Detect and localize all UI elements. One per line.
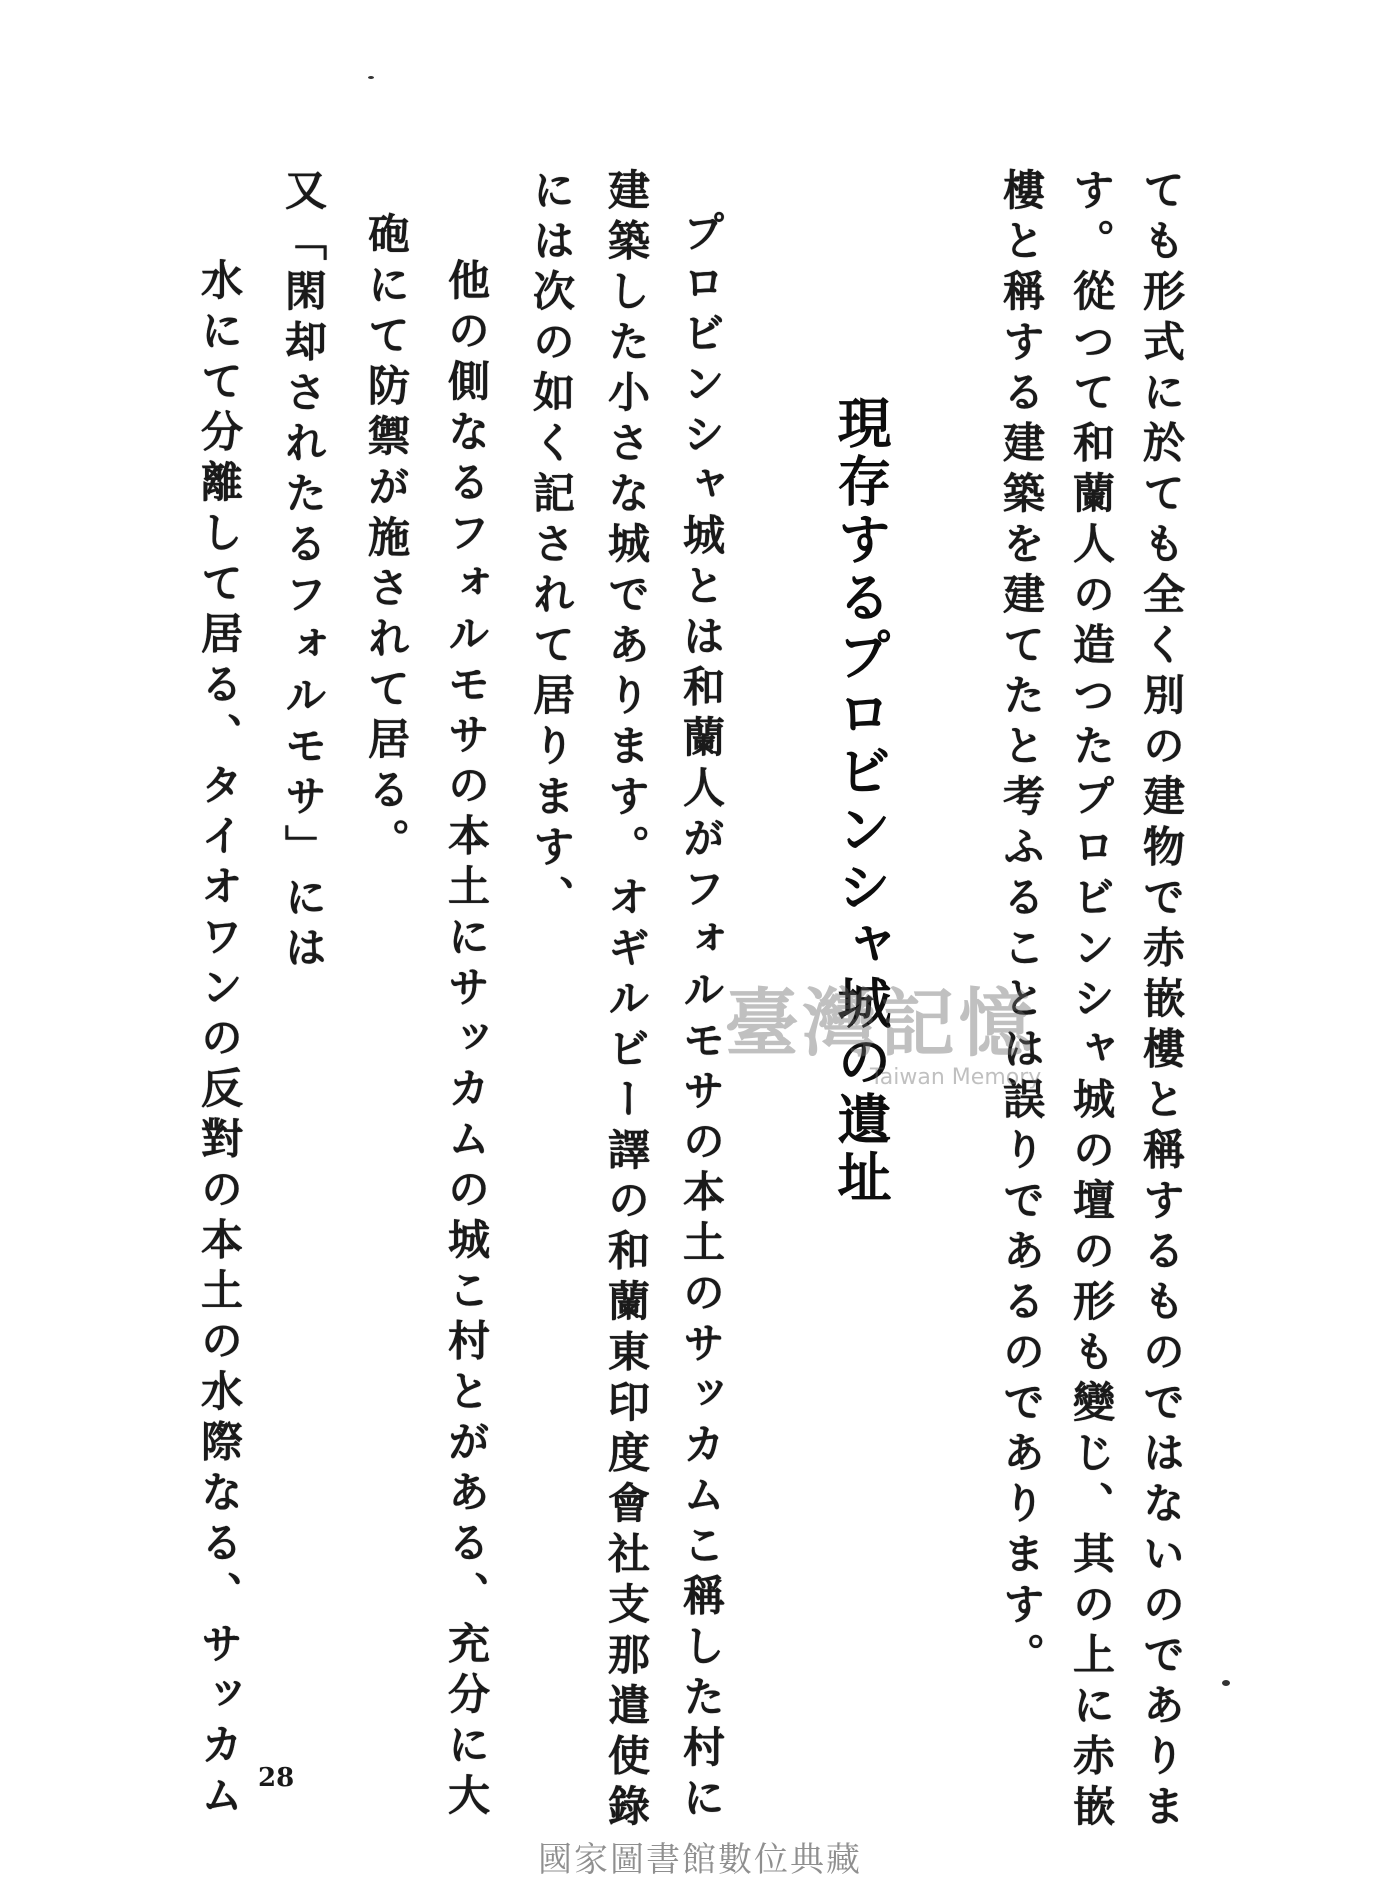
text-column-2: す。從つて和蘭人の造つたプロビンシャ城の壇の形も變じ、其の上に赤嵌	[1067, 168, 1116, 1835]
watermark-text: 臺灣記憶	[724, 981, 1037, 1067]
text-column-6: には次の如く記されて居ります、	[527, 168, 576, 926]
text-column-5: 建築した小さな城であります。オギルビー譯の和蘭東印度會社支那遣使錄	[602, 168, 651, 1835]
watermark-subtext: Taiwan Memory	[870, 1065, 1042, 1090]
text-column-3: 樓と稱する建築を建てたと考ふることは誤りであるのであります。	[997, 168, 1046, 1683]
text-column-10: 水にて分離して居る、タイオワンの反對の本土の水際なる、サッカム	[195, 258, 244, 1824]
text-column-9: 又「閑却されたるフォルモサ」には	[279, 168, 328, 976]
text-column-4: プロビンシャ城とは和蘭人がフォルモサの本土のサッカムこ稱した村に	[677, 210, 726, 1826]
print-speck	[1222, 1680, 1230, 1686]
footer-caption: 國家圖書館數位典藏	[538, 1840, 862, 1880]
print-speck	[368, 76, 374, 79]
page-number: 28	[258, 1763, 295, 1793]
text-column-7: 他の側なるフォルモサの本土にサッカムの城こ村とがある、充分に大	[442, 258, 491, 1824]
text-column-8: 砲にて防禦が施されて居る。	[362, 212, 411, 869]
text-column-1: ても形式に於ても全く別の建物で赤嵌樓と稱するものではないのでありま	[1137, 168, 1186, 1835]
section-heading: 現存するプロビンシャ城の遺址	[829, 395, 892, 1207]
